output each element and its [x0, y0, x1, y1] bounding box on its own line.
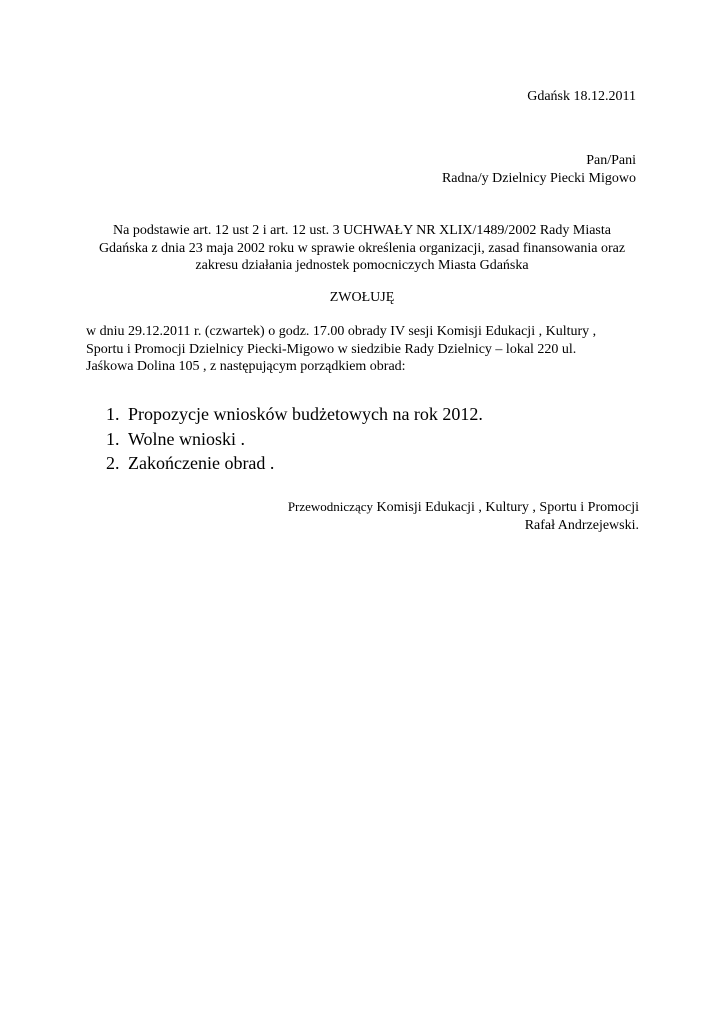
- agenda-number: 1.: [106, 428, 120, 449]
- body-line: w dniu 29.12.2011 r. (czwartek) o godz. 17.00 obrady IV sesji Komisji Edukacji , Kultury ,: [86, 324, 597, 339]
- heading: ZWOŁUJĘ: [329, 290, 395, 305]
- legal-basis-line: Na podstawie art. 12 ust 2 i art. 12 ust. 3 UCHWAŁY NR XLIX/1489/2002 Rady Miasta: [113, 223, 611, 238]
- agenda-text: Wolne wnioski .: [128, 428, 246, 449]
- agenda-text: Zakończenie obrad .: [128, 453, 275, 473]
- agenda-item: [106, 427, 483, 452]
- agenda-text: Propozycje wniosków budżetowych na rok 2012.: [128, 404, 483, 424]
- body-paragraph: [86, 323, 646, 376]
- addressee-line: Radna/y Dzielnicy Piecki Migowo: [441, 171, 636, 186]
- legal-basis-line: zakresu działania jednostek pomocniczych Miasta Gdańska: [195, 258, 529, 273]
- signature-title-prefix: Przewodniczący: [287, 499, 373, 514]
- agenda-number: 2.: [106, 453, 120, 473]
- agenda-item: [106, 402, 483, 427]
- date-line: Gdańsk 18.12.2011: [527, 89, 636, 104]
- agenda-item: [106, 451, 483, 476]
- signature-title-rest: Komisji Edukacji , Kultury , Sportu i Promocji: [373, 500, 639, 515]
- agenda-number: 1.: [106, 404, 120, 424]
- signature-title: [288, 498, 639, 517]
- signature-name: Rafał Andrzejewski.: [524, 518, 639, 533]
- addressee-line: Pan/Pani: [586, 153, 636, 168]
- legal-basis-line: Gdańska z dnia 23 maja 2002 roku w sprawie określenia organizacji, zasad finansowania oraz: [98, 240, 626, 256]
- body-line: Sportu i Promocji Dzielnicy Piecki-Migowo w siedzibie Rady Dzielnicy – lokal 220 ul.: [86, 341, 577, 357]
- agenda-list: [106, 402, 483, 476]
- legal-basis: [86, 222, 638, 275]
- body-line: Jaśkowa Dolina 105 , z następującym porządkiem obrad:: [86, 359, 406, 374]
- signature-block: [288, 498, 639, 535]
- addressee-block: [442, 152, 636, 188]
